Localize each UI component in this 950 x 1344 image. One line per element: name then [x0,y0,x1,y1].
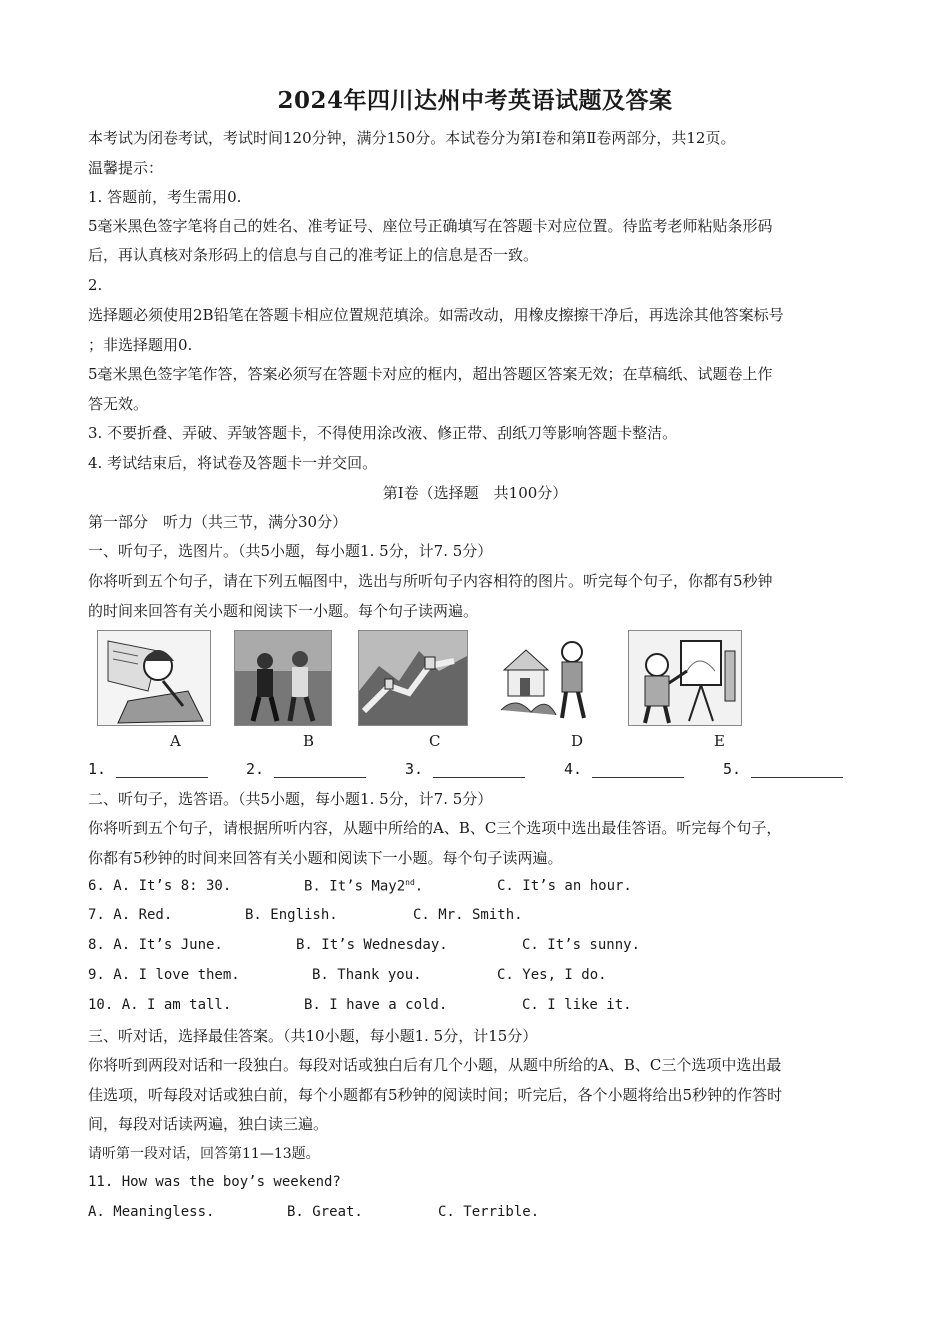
q6-option-b: B. It’s May2nd. [304,878,424,895]
tip-2-line-c: ；非选择题用0. [88,336,193,354]
picture-e [628,630,742,726]
tip-2-line-d: 5毫米黑色签字笔作答，答案必须写在答题卡对应的框内，超出答题区答案无效；在草稿纸、试题卷上作 [88,365,773,383]
picture-c [358,630,468,726]
picture-label-e: E [714,732,725,750]
section-3-title: 三、听对话，选择最佳答案。（共10小题，每小题1. 5分，计15分） [88,1027,538,1045]
tip-1-line-b: 5毫米黑色签字笔将自己的姓名、准考证号、座位号正确填写在答题卡对应位置。待监考老师粘贴条形码 [88,217,773,235]
dialog-1-instruction: 请听第一段对话，回答第11—13题。 [88,1146,320,1162]
volume-1-heading: 第Ⅰ卷（选择题 共100分） [382,484,568,502]
picture-label-d: D [571,732,584,750]
tip-4: 4. 考试结束后，将试卷及答题卡一并交回。 [88,454,378,472]
q6-option-a: 6. A. It’s 8: 30. [88,878,232,894]
tip-2-line-e: 答无效。 [88,395,149,413]
q6-option-c: C. It’s an hour. [497,878,632,894]
section-2-title: 二、听句子，选答语。（共5小题，每小题1. 5分，计7. 5分） [88,790,493,808]
q8-option-b: B. It’s Wednesday. [296,937,448,953]
tip-2-line-a: 2. [88,276,103,294]
q7-option-c: C. Mr. Smith. [413,907,523,923]
answer-blank-2[interactable]: 2. [246,760,366,778]
answer-blank-4[interactable]: 4. [564,760,684,778]
q8-option-c: C. It’s sunny. [522,937,641,953]
part-1-heading: 第一部分 听力（共三节，满分30分） [88,513,348,531]
intro-text: 本考试为闭卷考试，考试时间120分钟，满分150分。本试卷分为第Ⅰ卷和第Ⅱ卷两部分，共12页。 [88,129,736,147]
tip-1-line-c: 后，再认真核对条形码上的信息与自己的准考证上的信息是否一致。 [88,246,539,264]
q8-option-a: 8. A. It’s June. [88,937,223,953]
q11-option-b: B. Great. [287,1204,363,1220]
section-1-title: 一、听句子，选图片。（共5小题，每小题1. 5分，计7. 5分） [88,542,493,560]
picture-b [234,630,332,726]
q10-option-a: 10. A. I am tall. [88,997,232,1013]
q10-option-c: C. I like it. [522,997,632,1013]
boy-painting-icon [629,631,741,725]
answer-blank-3[interactable]: 3. [405,760,525,778]
section-2-desc-b: 你都有5秒钟的时间来回答有关小题和阅读下一小题。每个句子读两遍。 [88,849,563,867]
tip-2-line-b: 选择题必须使用2B铅笔在答题卡相应位置规范填涂。如需改动，用橡皮擦擦干净后，再选涂其他答案标号 [88,306,784,324]
tip-1-line-a: 1. 答题前，考生需用0. [88,188,242,206]
boy-watering-garden-icon [496,630,602,724]
q7-option-b: B. English. [245,907,338,923]
tips-heading: 温馨提示： [88,159,164,177]
q11-option-a: A. Meaningless. [88,1204,215,1220]
q9-option-b: B. Thank you. [312,967,422,983]
picture-d [496,630,602,724]
q7-option-a: 7. A. Red. [88,907,173,923]
people-running-icon [235,631,331,725]
section-2-desc-a: 你将听到五个句子，请根据所听内容，从题中所给的A、B、C三个选项中选出最佳答语。听完每个句子， [88,819,782,837]
section-3-desc-b: 佳选项，听每段对话或独白前，每个小题都有5秒钟的阅读时间；听完后，各个小题将给出5秒钟的作答时 [88,1086,783,1104]
q9-option-a: 9. A. I love them. [88,967,240,983]
q11-stem: 11. How was the boy’s weekend? [88,1174,341,1190]
answer-blank-5[interactable]: 5. [723,760,843,778]
picture-label-c: C [429,732,441,750]
great-wall-icon [359,631,467,725]
section-1-desc-a: 你将听到五个句子，请在下列五幅图中，选出与所听句子内容相符的图片。听完每个句子，你都有5秒钟 [88,572,773,590]
answer-blank-1[interactable]: 1. [88,760,208,778]
picture-label-a: A [170,732,181,750]
picture-a [97,630,211,726]
q11-option-c: C. Terrible. [438,1204,540,1220]
q9-option-c: C. Yes, I do. [497,967,607,983]
section-3-desc-a: 你将听到两段对话和一段独白。每段对话或独白后有几个小题，从题中所给的A、B、C三个选项中选出最 [88,1056,782,1074]
q10-option-b: B. I have a cold. [304,997,448,1013]
page-title: 2024年四川达州中考英语试题及答案 [277,87,673,114]
section-3-desc-c: 间，每段对话读两遍，独白读三遍。 [88,1115,329,1133]
tip-3: 3. 不要折叠、弄破、弄皱答题卡，不得使用涂改液、修正带、刮纸刀等影响答题卡整洁。 [88,424,678,442]
section-1-desc-b: 的时间来回答有关小题和阅读下一小题。每个句子读两遍。 [88,602,479,620]
picture-label-b: B [303,732,315,750]
girl-writing-icon [98,631,210,725]
